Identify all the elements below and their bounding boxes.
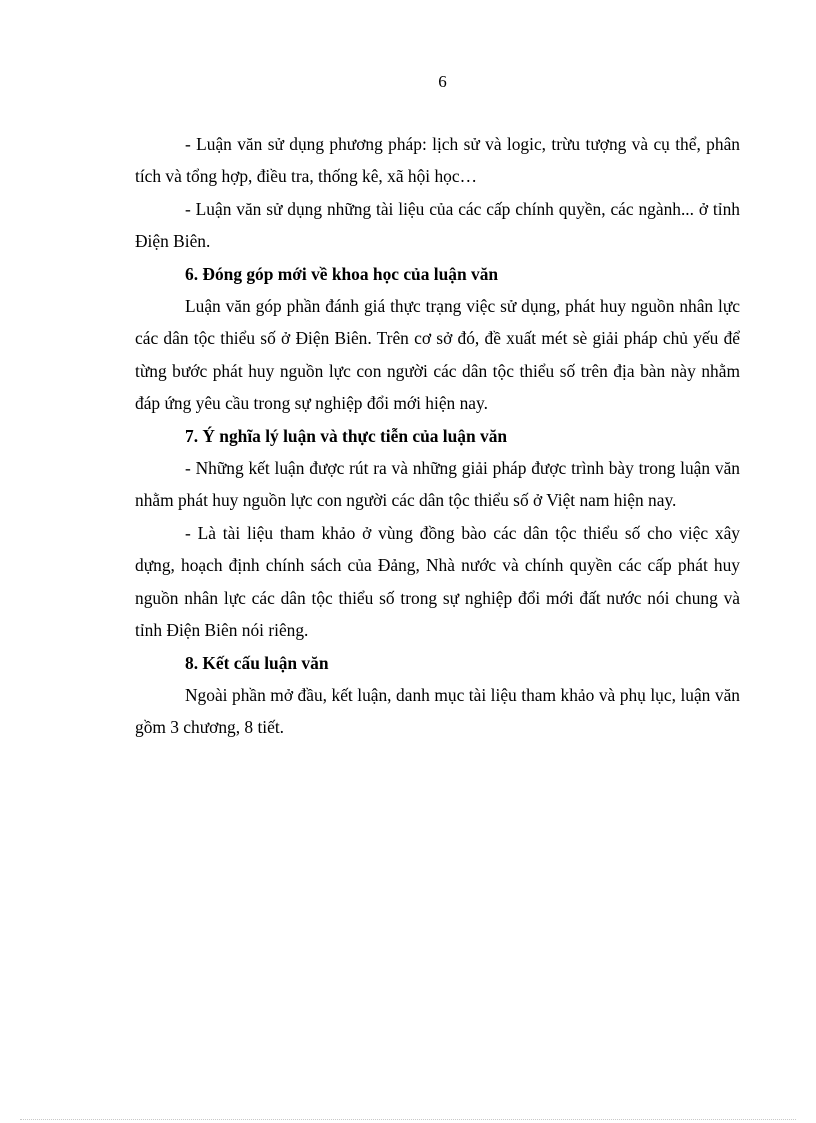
page-number: 6 bbox=[438, 72, 447, 91]
methods-bullet-2: - Luận văn sử dụng những tài liệu của các cấp chính quyền, các ngành... ở tỉnh Điện Biên. bbox=[135, 198, 740, 252]
significance-heading: 7. Ý nghĩa lý luận và thực tiễn của luận văn bbox=[185, 425, 508, 446]
contribution-paragraph: Luận văn góp phần đánh giá thực trạng việc sử dụng, phát huy nguồn nhân lực các dân tộc thiểu số ở Điện Biên. Trên cơ sở đó, đề xuất mét sè giải pháp chủ yếu để từng bước phát huy nguồn lực con người các dân tộc thiểu số trên địa bàn này nhằm đáp ứng yêu cầu trong sự nghiệp đổi mới hiện nay. bbox=[135, 296, 740, 414]
page-bottom-divider bbox=[20, 1119, 796, 1120]
contribution-heading: 6. Đóng góp mới về khoa học của luận văn bbox=[185, 263, 499, 284]
structure-paragraph: Ngoài phần mở đầu, kết luận, danh mục tài liệu tham khảo và phụ lục, luận văn gồm 3 chương, 8 tiết. bbox=[135, 684, 740, 738]
significance-bullet-2: - Là tài liệu tham khảo ở vùng đồng bào các dân tộc thiểu số cho việc xây dựng, hoạch định chính sách của Đảng, Nhà nước và chính quyền các cấp phát huy nguồn nhân lực các dân tộc thiểu số trong sự nghiệp đổi mới đất nước nói chung và tỉnh Điện Biên nói riêng. bbox=[135, 522, 740, 641]
structure-heading: 8. Kết cấu luận văn bbox=[185, 652, 329, 673]
significance-bullet-1: - Những kết luận được rút ra và những giải pháp được trình bày trong luận văn nhằm phát huy nguồn lực con người các dân tộc thiểu số ở Việt nam hiện nay. bbox=[135, 458, 740, 511]
methods-bullet-1: - Luận văn sử dụng phương pháp: lịch sử và logic, trừu tượng và cụ thể, phân tích và tổng hợp, điều tra, thống kê, xã hội học… bbox=[135, 134, 740, 187]
document-body bbox=[135, 128, 740, 744]
